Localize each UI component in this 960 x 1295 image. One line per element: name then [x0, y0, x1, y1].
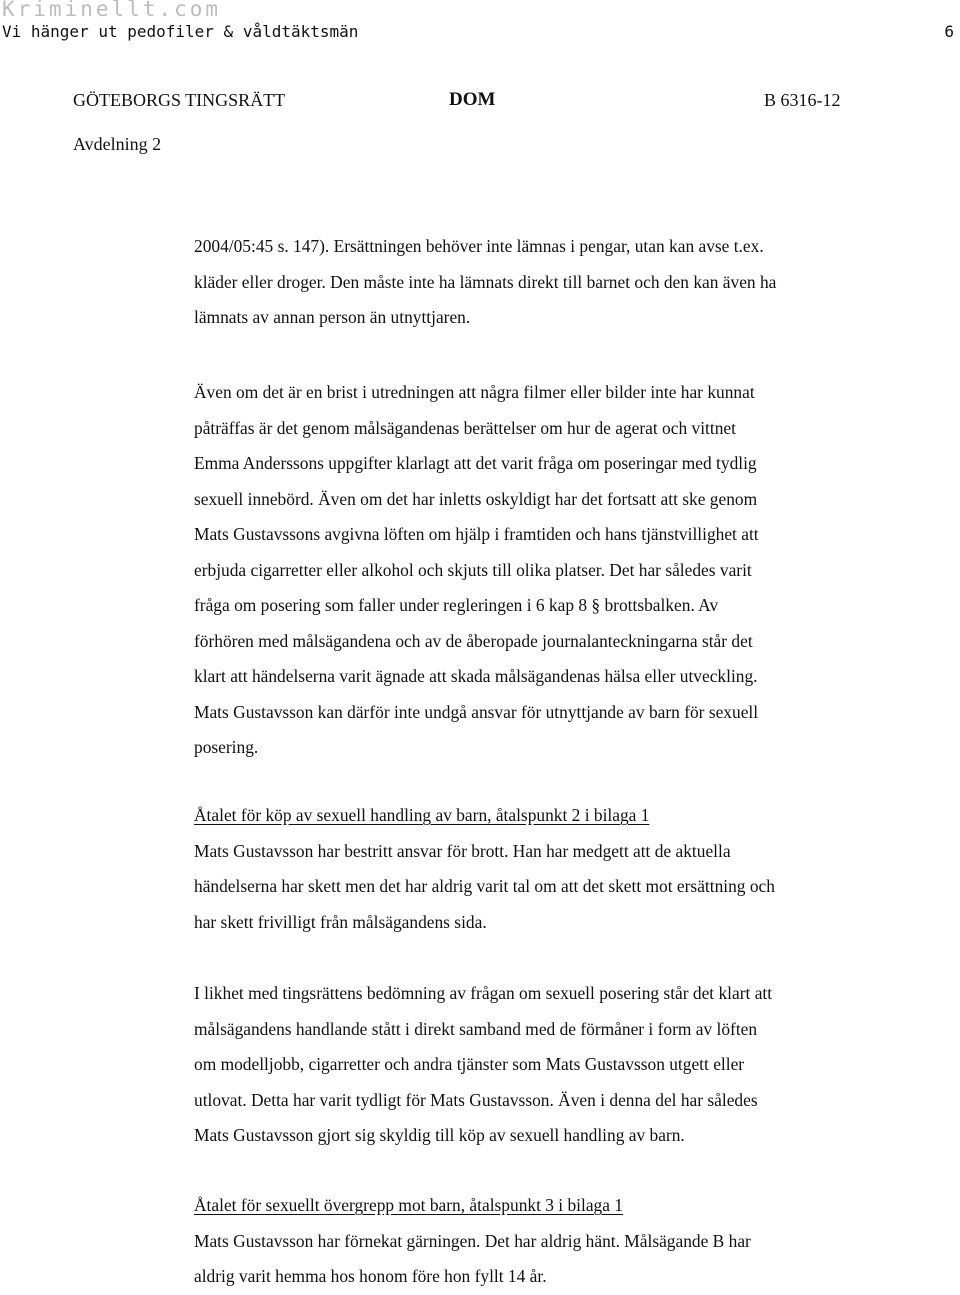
section-heading: Åtalet för sexuellt övergrepp mot barn, åtalspunkt 3 i bilaga 1 [194, 1195, 624, 1215]
paragraph-line: I likhet med tingsrättens bedömning av frågan om sexuell posering står det klart att [194, 983, 773, 1003]
document-type: DOM [449, 89, 496, 110]
section-3 [194, 798, 894, 940]
paragraph-line: utlovat. Detta har varit tydligt för Mats Gustavsson. Även i denna del har således [194, 1089, 758, 1110]
site-brand: Kriminellt.com [2, 0, 222, 21]
paragraph-line: händelserna har skett men det har aldrig varit tal om att det skett mot ersättning och [194, 876, 775, 896]
paragraph-line: Mats Gustavsson kan därför inte undgå ansvar för utnyttjande av barn för sexuell [194, 701, 759, 722]
paragraph-line: aldrig varit hemma hos honom före hon fyllt 14 år. [194, 1266, 547, 1286]
paragraph-line: fråga om posering som faller under regleringen i 6 kap 8 § brottsbalken. Av [194, 595, 719, 615]
paragraph-2 [194, 375, 894, 766]
paragraph-line: har skett frivilligt från målsägandens sida. [194, 911, 487, 932]
paragraph-1 [194, 229, 894, 336]
paragraph-line: Mats Gustavsson har förnekat gärningen. Det har aldrig hänt. Målsägande B har [194, 1230, 751, 1251]
paragraph-4 [194, 976, 894, 1154]
paragraph-line: 2004/05:45 s. 147). Ersättningen behöver inte lämnas i pengar, utan kan avse t.ex. [194, 236, 764, 256]
case-number: B 6316-12 [764, 90, 841, 110]
paragraph-line: kläder eller droger. Den måste inte ha lämnats direkt till barnet och den kan även ha [194, 271, 777, 292]
section-5 [194, 1188, 894, 1295]
court-name: GÖTEBORGS TINGSRÄTT [73, 90, 286, 110]
paragraph-line: målsägandens handlande stått i direkt samband med de förmåner i form av löften [194, 1018, 758, 1039]
paragraph-line: Även om det är en brist i utredningen att några filmer eller bilder inte har kunnat [194, 382, 755, 402]
site-tagline: Vi hänger ut pedofiler & våldtäktsmän [2, 22, 359, 41]
paragraph-line: sexuell innebörd. Även om det har inletts oskyldigt har det fortsatt att ske genom [194, 488, 758, 509]
paragraph-line: Mats Gustavssons avgivna löften om hjälp i framtiden och hans tjänstvillighet att [194, 524, 759, 544]
paragraph-line: posering. [194, 737, 259, 757]
page-number: 6 [944, 22, 954, 41]
paragraph-line: Emma Anderssons uppgifter klarlagt att det varit fråga om poseringar med tydlig [194, 453, 757, 473]
division: Avdelning 2 [73, 134, 162, 154]
paragraph-line: klart att händelserna varit ägnade att skada målsägandenas hälsa eller utveckling. [194, 666, 758, 686]
paragraph-line: erbjuda cigarretter eller alkohol och skjuts till olika platser. Det har således varit [194, 559, 752, 580]
paragraph-line: förhören med målsägandena och av de åberopade journalanteckningarna står det [194, 630, 753, 651]
paragraph-line: lämnats av annan person än utnyttjaren. [194, 307, 471, 327]
paragraph-line: påträffas är det genom målsägandenas berättelser om hur de agerat och vittnet [194, 417, 736, 438]
paragraph-line: om modelljobb, cigarretter och andra tjänster som Mats Gustavsson utgett eller [194, 1054, 745, 1074]
paragraph-line: Mats Gustavsson har bestritt ansvar för brott. Han har medgett att de aktuella [194, 840, 731, 861]
section-heading: Åtalet för köp av sexuell handling av barn, åtalspunkt 2 i bilaga 1 [194, 805, 650, 825]
paragraph-line: Mats Gustavsson gjort sig skyldig till köp av sexuell handling av barn. [194, 1125, 685, 1145]
